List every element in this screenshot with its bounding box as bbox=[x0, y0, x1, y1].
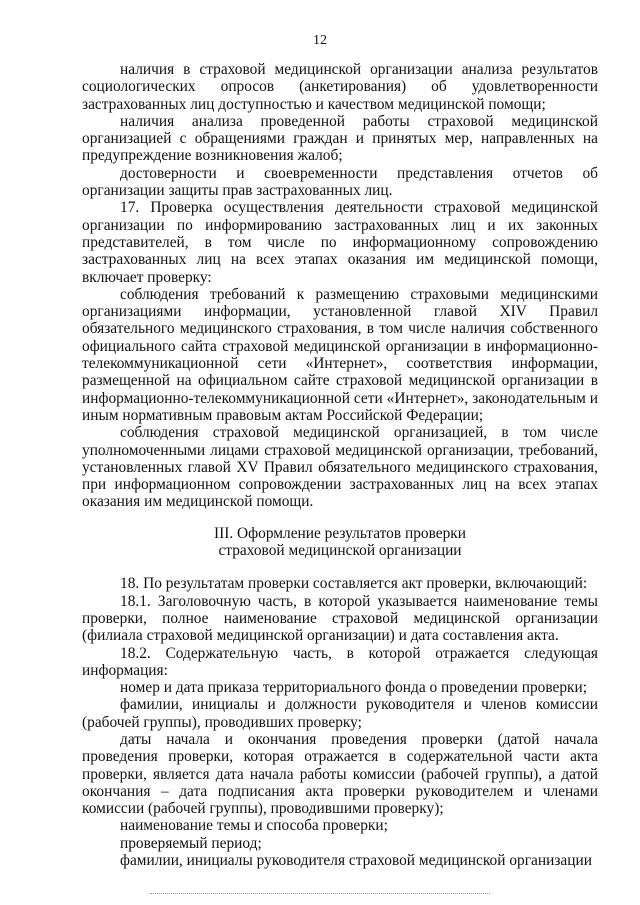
paragraph: проверяемый период; bbox=[120, 834, 262, 852]
document-body bbox=[82, 61, 598, 869]
section-heading bbox=[82, 525, 598, 560]
paragraph: фамилии, инициалы руководителя страховой медицинской организации bbox=[120, 852, 592, 870]
paragraph: достоверности и своевременности представления отчетов об организации защиты прав застрахованных лиц. bbox=[82, 164, 598, 200]
paragraph: соблюдения страховой медицинской организацией, в том числе уполномоченными лицами страховой медицинской организации, требований, установленных главой XV Правил обязательного медицинского страхования, при информационном сопровождении застрахованных лиц на всех этапах оказания им медицинской помощи. bbox=[82, 424, 598, 511]
paragraph: даты начала и окончания проведения проверки (датой начала проведения проверки, которая отражается в содержательной части акта проверки, является дата начала работы комиссии (рабочей группы), а датой окончания – дата подписания акта проверки руководителем и членами комиссии (рабочей группы), проводившими проверку); bbox=[82, 730, 598, 818]
paragraph: наименование темы и способа проверки; bbox=[120, 817, 388, 835]
section-heading-line: III. Оформление результатов проверки bbox=[213, 524, 467, 542]
paragraph: 18.1. Заголовочную часть, в которой указывается наименование темы проверки, полное наименование страховой медицинской организации (филиала страховой медицинской организации) и дата составления акта. bbox=[82, 592, 598, 645]
paragraph: 18. По результатам проверки составляется акт проверки, включающий: bbox=[120, 575, 588, 593]
paragraph: соблюдения требований к размещению страховыми медицинскими организациями информации, установленной главой XIV Правил обязательного медицинского страхования, в том числе наличия собственного официального сайта страховой медицинской организации в информационно-телекоммуникационной сети «Интернет», соответствия информации, размещенной на официальном сайте страховой медицинской организации в информационно-телекоммуникационной сети «Интернет», законодательным и иным нормативным правовым актам Российской Федерации; bbox=[82, 285, 598, 424]
section-heading-line: страховой медицинской организации bbox=[218, 542, 462, 560]
paragraph: номер и дата приказа территориального фонда о проведении проверки; bbox=[120, 679, 588, 697]
scan-artifact-line bbox=[150, 893, 490, 894]
paragraph: фамилии, инициалы и должности руководителя и членов комиссии (рабочей группы), проводивших проверку; bbox=[82, 696, 598, 731]
paragraph: 18.2. Содержательную часть, в которой отражается следующая информация: bbox=[82, 644, 598, 679]
paragraph: наличия анализа проведенной работы страховой медицинской организацией с обращениями граждан и принятых мер, направленных на предупреждение возникновения жалоб; bbox=[82, 112, 598, 165]
paragraph: 17. Проверка осуществления деятельности страховой медицинской организации по информированию застрахованных лиц и их законных представителей, в том числе по информационному сопровождению застрахованных лиц на всех этапах оказания им медицинской помощи, включает проверку: bbox=[82, 199, 598, 286]
paragraph: наличия в страховой медицинской организации анализа результатов социологических опросов (анкетирования) об удовлетворенности застрахованных лиц доступностью и качеством медицинской помощи; bbox=[82, 61, 598, 113]
page-number: 12 bbox=[313, 33, 327, 48]
